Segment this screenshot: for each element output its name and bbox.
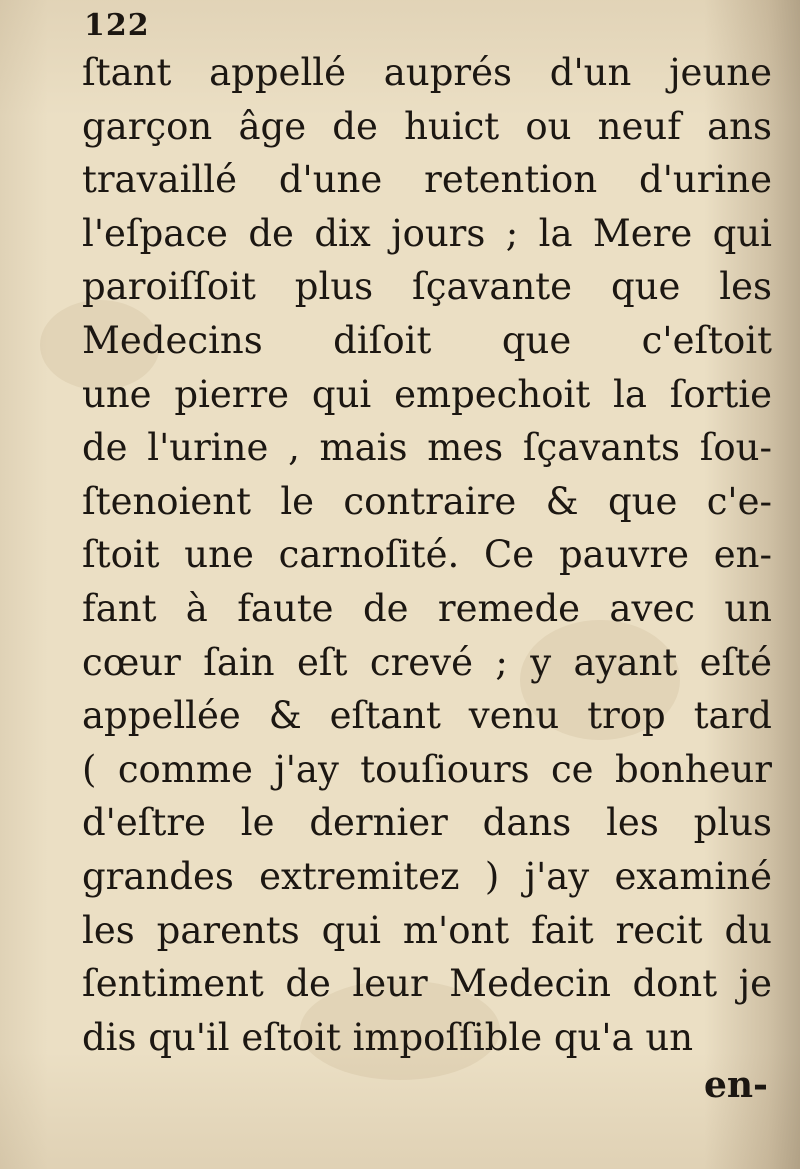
text-line: ſentiment de leur Medecin dont je <box>82 962 772 1006</box>
text-line: ſtenoient le contraire & que c'e- <box>82 479 772 523</box>
text-line: ſtoit une carnoſité. Ce pauvre en- <box>82 533 772 577</box>
text-line: grandes extremitez ) j'ay examiné <box>82 854 772 898</box>
text-line: Medecins diſoit que c'eſtoit <box>82 318 772 362</box>
text-line: appellée & eſtant venu trop tard <box>82 694 772 738</box>
text-line: ( comme j'ay touſiours ce bonheur <box>82 747 772 791</box>
catchword: en- <box>703 1064 768 1106</box>
page-number: 122 <box>84 8 150 43</box>
text-line: dis qu'il eſtoit impoſſible qu'a un <box>82 1015 694 1059</box>
text-line: paroiſſoit plus ſçavante que les <box>82 265 772 309</box>
text-line: l'eſpace de dix jours ; la Mere qui <box>82 211 772 255</box>
text-line: les parents qui m'ont fait recit du <box>82 908 772 952</box>
text-line: d'eſtre le dernier dans les plus <box>82 801 772 845</box>
text-line: de l'urine , mais mes ſçavants ſou- <box>82 426 772 470</box>
text-line: garçon âge de huict ou neuf ans <box>82 104 772 148</box>
text-line: fant à faute de remede avec un <box>82 586 772 630</box>
text-line: une pierre qui empechoit la ſortie <box>82 372 772 416</box>
text-line: cœur ſain eſt crevé ; y ayant eſté <box>82 640 772 684</box>
text-line: travaillé d'une retention d'urine <box>82 158 772 202</box>
text-line: ſtant appellé auprés d'un jeune <box>82 51 772 94</box>
body-text <box>82 46 772 1064</box>
